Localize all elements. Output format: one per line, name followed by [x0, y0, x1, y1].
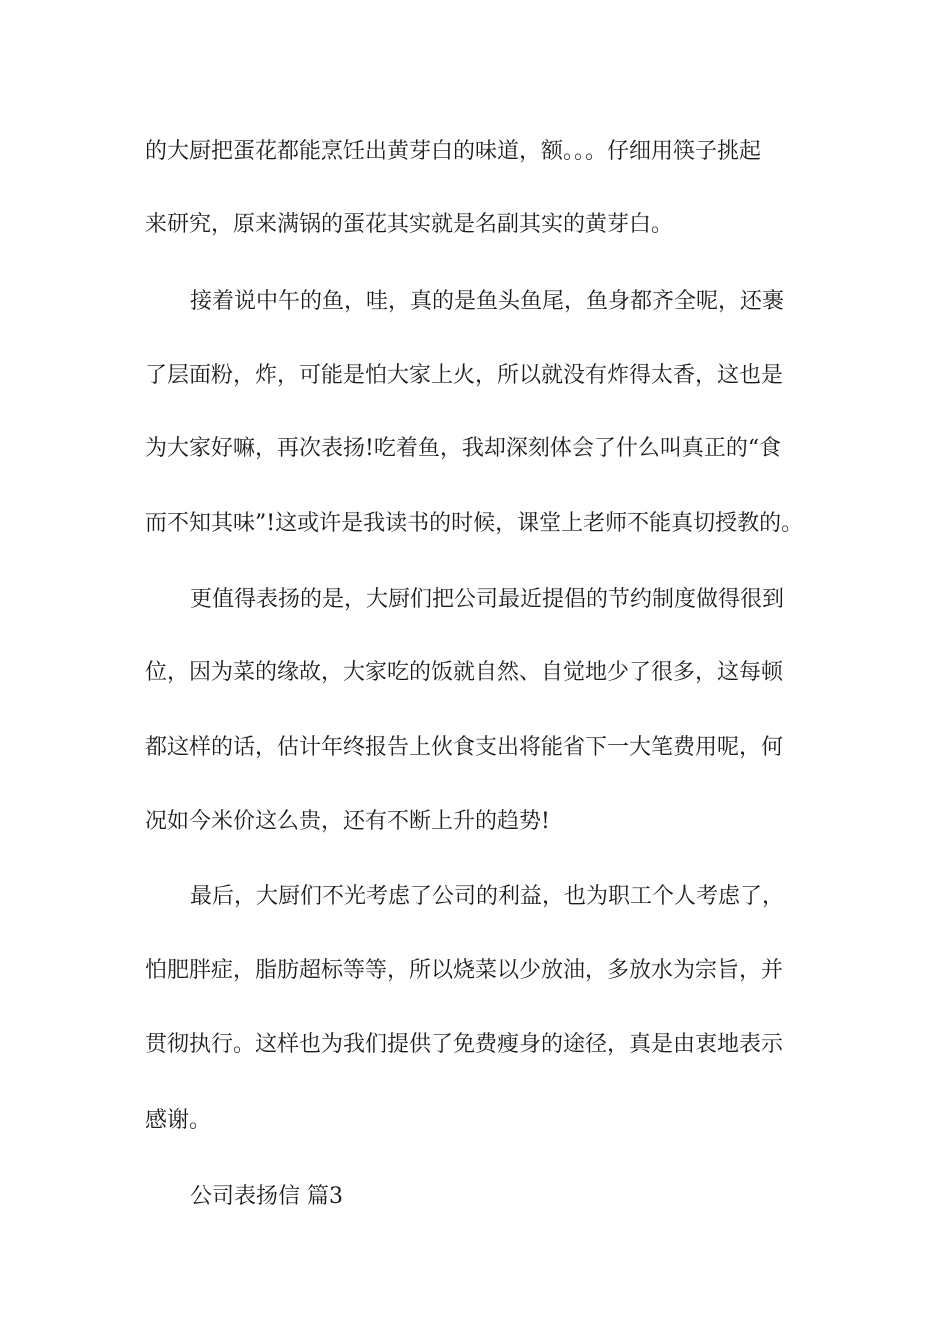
paragraph-line: 感谢。 [145, 1108, 212, 1133]
section-heading: 公司表扬信 篇3 [190, 1184, 343, 1209]
paragraph-line: 来研究，原来满锅的蛋花其实就是名副其实的黄芽白。 [145, 212, 674, 237]
paragraph-line: 位，因为菜的缘故，大家吃的饭就自然、自觉地少了很多，这每顿 [145, 660, 784, 685]
paragraph-line: 了层面粉，炸，可能是怕大家上火，所以就没有炸得太香，这也是 [145, 363, 784, 388]
paragraph-line: 的大厨把蛋花都能烹饪出黄芽白的味道，额。。。仔细用筷子挑起 [145, 139, 762, 164]
paragraph-line: 都这样的话，估计年终报告上伙食支出将能省下一大笔费用呢，何 [145, 735, 784, 760]
paragraph-line: 贯彻执行。这样也为我们提供了免费瘦身的途径，真是由衷地表示 [145, 1032, 784, 1057]
paragraph-line: 最后，大厨们不光考虑了公司的利益，也为职工个人考虑了， [190, 884, 785, 909]
paragraph-line: 更值得表扬的是，大厨们把公司最近提倡的节约制度做得很到 [190, 587, 785, 612]
paragraph-line: 接着说中午的鱼，哇，真的是鱼头鱼尾，鱼身都齐全呢，还裹 [190, 289, 785, 314]
paragraph-line: 而不知其味”!这或许是我读书的时候，课堂上老师不能真切授教的。 [145, 511, 804, 536]
paragraph-line: 怕肥胖症，脂肪超标等等，所以烧菜以少放油，多放水为宗旨，并 [145, 958, 784, 983]
paragraph-line: 为大家好嘛，再次表扬!吃着鱼，我却深刻体会了什么叫真正的“食 [145, 436, 782, 461]
paragraph-line: 况如今米价这么贵，还有不断上升的趋势! [145, 809, 550, 834]
